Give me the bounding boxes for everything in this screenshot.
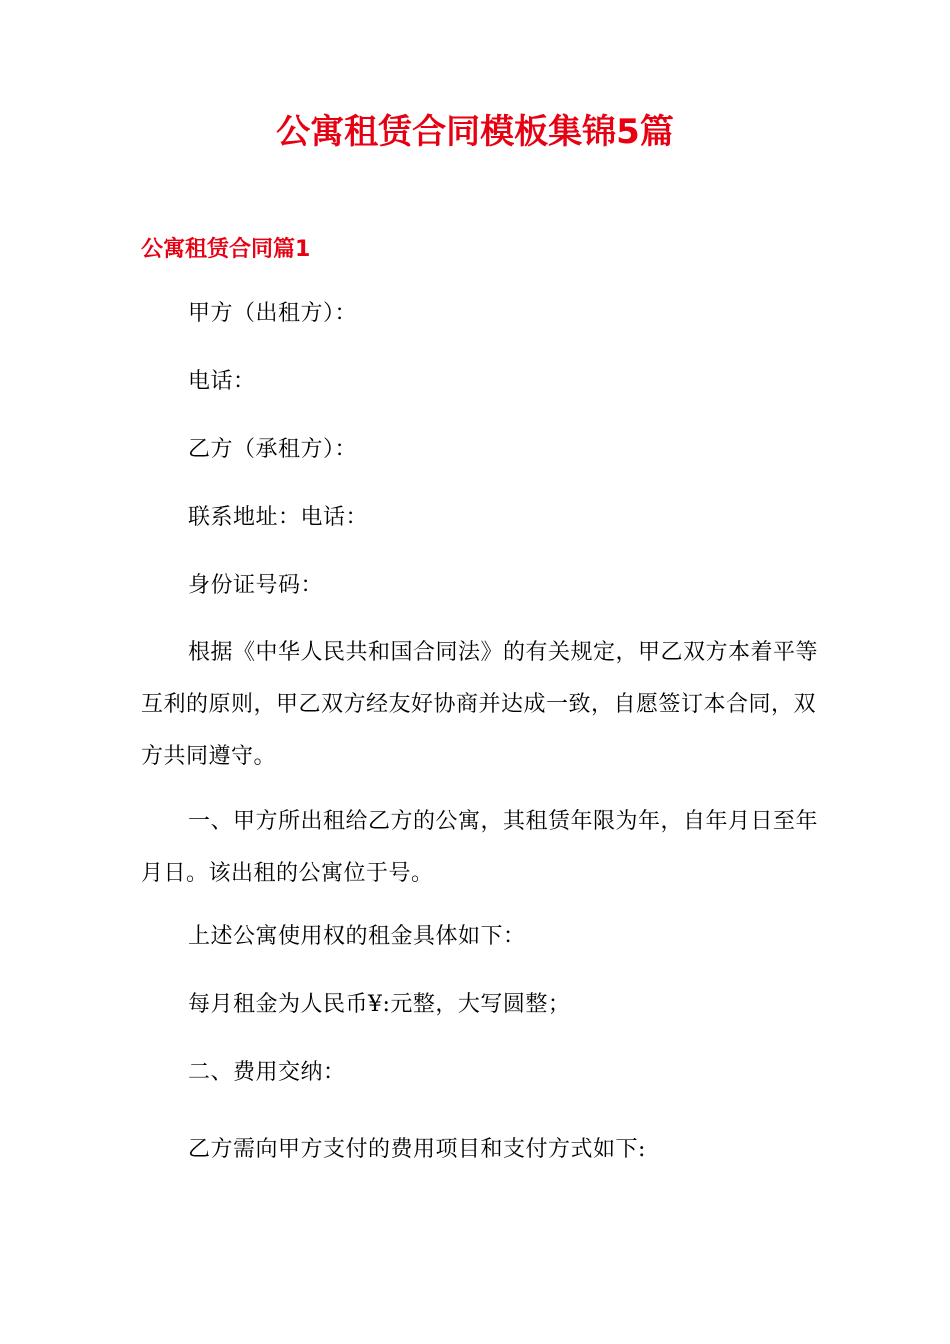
id-number-line: 身份证号码： xyxy=(188,573,324,598)
monthly-rent-line: 每月租金为人民币¥:元整，大写圆整； xyxy=(188,992,571,1017)
rent-intro-line: 上述公寓使用权的租金具体如下： xyxy=(188,924,526,949)
address-phone-line: 联系地址：电话： xyxy=(188,505,369,530)
party-b-line: 乙方（承租方）： xyxy=(188,437,358,462)
clause-1-paragraph: 一、甲方所出租给乙方的公寓，其租赁年限为年，自年月日至年月日。该出租的公寓位于号。 xyxy=(141,809,819,886)
section-heading: 公寓租赁合同篇1 xyxy=(141,237,311,262)
party-a-line: 甲方（出租方）： xyxy=(188,301,358,326)
clause-2-heading: 二、费用交纳： xyxy=(188,1060,346,1085)
document-title: 公寓租赁合同模板集锦5篇 xyxy=(276,112,674,152)
preamble-paragraph: 根据《中华人民共和国合同法》的有关规定，甲乙双方本着平等互利的原则，甲乙双方经友好协商并达成一致，自愿签订本合同，双方共同遵守。 xyxy=(141,640,819,769)
phone-line: 电话： xyxy=(188,369,256,394)
fee-items-line: 乙方需向甲方支付的费用项目和支付方式如下: xyxy=(188,1137,646,1162)
